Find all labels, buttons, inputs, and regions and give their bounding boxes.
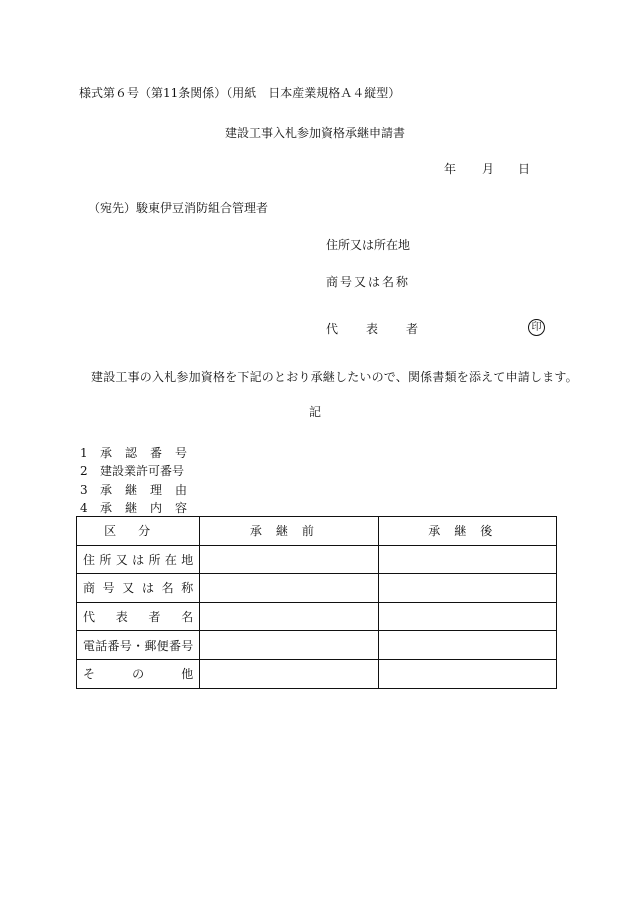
list-item (80, 499, 200, 516)
item-number: 4 (80, 501, 88, 515)
row-label-name: 商号又は名称 (77, 574, 200, 603)
applicant-address-label: 住所又は所在地 (326, 238, 411, 252)
table-row (77, 574, 557, 603)
date-year: 年 (444, 162, 457, 176)
rep-char: 表 (366, 322, 379, 336)
item-label: 承継内容 (100, 501, 201, 515)
header-category: 区分 (77, 517, 200, 546)
rep-char: 者 (406, 322, 419, 336)
list-item (80, 462, 184, 479)
date-month: 月 (482, 162, 495, 176)
item-label: 承継理由 (100, 483, 201, 497)
cell-before-representative[interactable] (200, 602, 378, 631)
ki-heading: 記 (308, 405, 321, 419)
form-number: 様式第６号（第11条関係）（用紙 日本産業規格Ａ４縦型） (79, 86, 401, 100)
cell-before-phone[interactable] (200, 631, 378, 660)
row-label-representative: 代表者名 (77, 602, 200, 631)
row-label-other: その他 (77, 659, 200, 688)
table-row (77, 659, 557, 688)
item-number: 3 (80, 483, 88, 497)
cell-before-name[interactable] (200, 574, 378, 603)
item-number: 2 (80, 464, 88, 478)
header-after: 承継後 (378, 517, 556, 546)
rep-char: 代 (326, 322, 339, 336)
succession-table (76, 516, 557, 689)
date-day: 日 (518, 162, 531, 176)
row-label-phone: 電話番号・郵便番号 (77, 631, 200, 660)
item-number: 1 (80, 446, 88, 460)
applicant-name-label: 商号又は名称 (326, 275, 411, 289)
table-header-row (77, 517, 557, 546)
list-item (80, 444, 200, 461)
header-before: 承継前 (200, 517, 378, 546)
table-row (77, 545, 557, 574)
applicant-representative-label (326, 320, 418, 337)
table-row (77, 602, 557, 631)
cell-before-other[interactable] (200, 659, 378, 688)
cell-after-other[interactable] (378, 659, 556, 688)
list-item (80, 481, 200, 498)
seal-mark: 印 (528, 319, 545, 336)
addressee: （宛先）駿東伊豆消防組合管理者 (88, 201, 269, 215)
cell-after-address[interactable] (378, 545, 556, 574)
table-row (77, 631, 557, 660)
item-label: 建設業許可番号 (100, 464, 185, 478)
application-statement: 建設工事の入札参加資格を下記のとおり承継したいので、関係書類を添えて申請します。 (91, 370, 578, 384)
cell-before-address[interactable] (200, 545, 378, 574)
row-label-address: 住所又は所在地 (77, 545, 200, 574)
document-title: 建設工事入札参加資格承継申請書 (224, 126, 405, 140)
item-label: 承認番号 (100, 446, 201, 460)
cell-after-name[interactable] (378, 574, 556, 603)
cell-after-representative[interactable] (378, 602, 556, 631)
date-line (444, 160, 530, 177)
cell-after-phone[interactable] (378, 631, 556, 660)
